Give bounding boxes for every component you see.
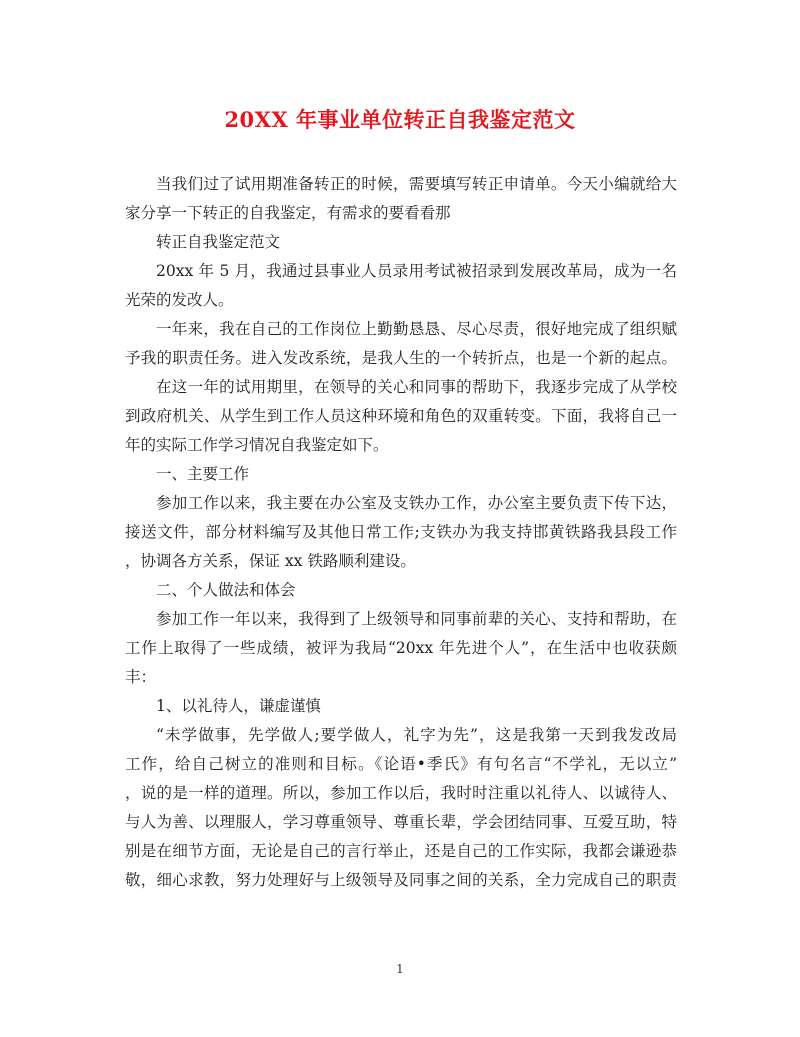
body-line: 当我们过了试用期准备转正的时候，需要填写转正申请单。今天小编就给大 (156, 175, 677, 193)
body-line: 与人为善、以理服人，学习尊重领导、尊重长辈，学会团结同事、互爱互助，特 (125, 813, 677, 831)
body-line: ，说的是一样的道理。所以，参加工作以后，我时时注重以礼待人、以诚待人、 (125, 784, 677, 802)
body-line: 光荣的发改人。 (125, 291, 234, 309)
body-line: 接送文件，部分材料编写及其他日常工作;支铁办为我支持邯黄铁路我县段工作 (125, 523, 677, 541)
body-line: 工作上取得了一些成绩，被评为我局“20xx 年先进个人”，在生活中也收获颇 (125, 639, 677, 657)
section-heading: 一、主要工作 (156, 465, 250, 483)
body-line: 在这一年的试用期里，在领导的关心和同事的帮助下，我逐步完成了从学校 (156, 378, 677, 396)
body-line: 年的实际工作学习情况自我鉴定如下。 (125, 436, 389, 454)
body-line: 参加工作一年以来，我得到了上级领导和同事前辈的关心、支持和帮助，在 (156, 610, 677, 628)
body-line: 20xx 年 5 月，我通过县事业人员录用考试被招录到发展改革局，成为一名 (156, 262, 677, 280)
body-line: 别是在细节方面，无论是自己的言行举止，还是自己的工作实际，我都会谦逊恭 (125, 842, 677, 860)
page-number: 1 (396, 962, 404, 976)
body-line: 予我的职责任务。进入发改系统，是我人生的一个转折点，也是一个新的起点。 (125, 349, 677, 367)
body-line: ，协调各方关系，保证 xx 铁路顺利建设。 (125, 552, 416, 570)
body-line: 敬，细心求教，努力处理好与上级领导及同事之间的关系，全力完成自己的职责 (125, 871, 677, 889)
body-line: 参加工作以来，我主要在办公室及支铁办工作，办公室主要负责下传下达， (156, 494, 677, 512)
section-heading: 二、个人做法和体会 (156, 581, 296, 599)
body-line: 一年来，我在自己的工作岗位上勤勤恳恳、尽心尽责，很好地完成了组织赋 (156, 320, 677, 338)
body-line: 工作，给自己树立的准则和目标。《论语•季氏》有句名言“不学礼，无以立” (125, 755, 677, 773)
body-line: 家分享一下转正的自我鉴定，有需求的要看看那 (125, 204, 451, 222)
body-line: “未学做事，先学做人;要学做人，礼字为先”，这是我第一天到我发改局 (156, 726, 677, 744)
document-body (125, 170, 677, 895)
section-heading: 转正自我鉴定范文 (156, 233, 281, 251)
body-line: 丰： (125, 668, 157, 686)
document-title: 20XX 年事业单位转正自我鉴定范文 (224, 107, 576, 132)
subsection-heading: 1、以礼待人，谦虚谨慎 (156, 697, 321, 715)
body-line: 到政府机关、从学生到工作人员这种环境和角色的双重转变。下面，我将自己一 (125, 407, 677, 425)
